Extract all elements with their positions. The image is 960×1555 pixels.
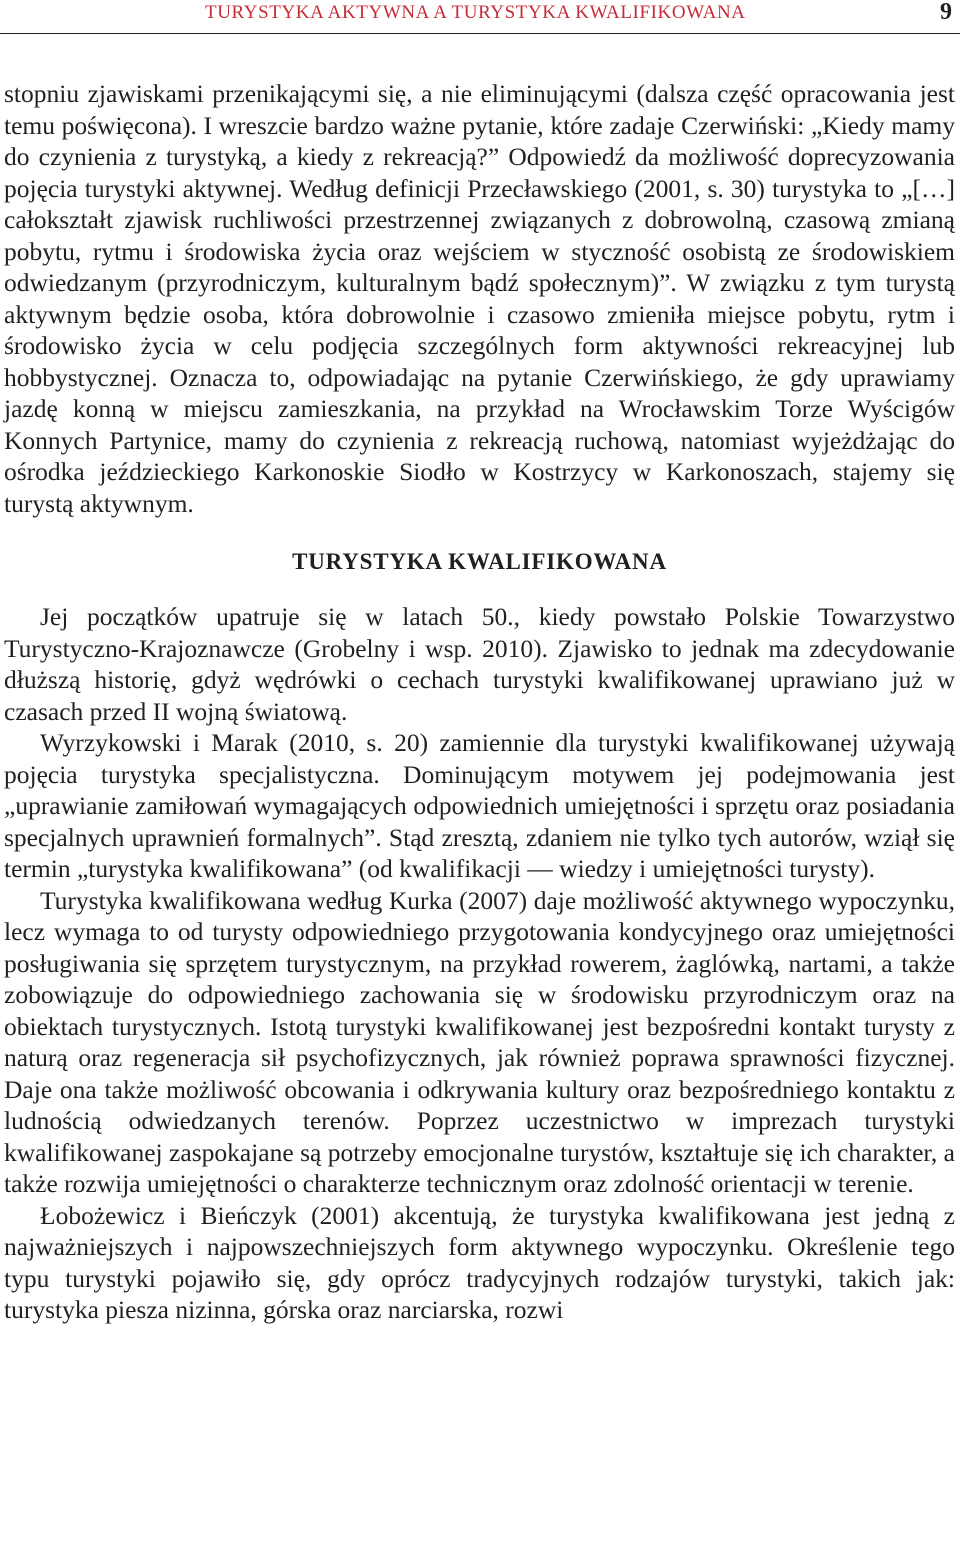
running-header xyxy=(0,0,960,32)
section-heading: TURYSTYKA KWALIFIKOWANA xyxy=(292,549,667,574)
running-title: TURYSTYKA AKTYWNA A TURYSTYKA KWALIFIKOWANA xyxy=(205,2,746,23)
header-rule xyxy=(0,33,960,34)
paragraph: Turystyka kwalifikowana według Kurka (2007) daje możliwość aktywnego wypoczynku, lecz wymaga to od turysty odpowiedniego przygotowania kondycyjnego oraz umiejętności posługiwania się sprzętem turystycznym, na przykład rowerem, żaglówką, nartami, a także zobowiązuje do odpowiedniego zachowania się w środowisku przyrodniczym oraz na obiektach turystycznych. Istotą turystyki kwalifikowanej jest bezpośredni kontakt turysty z naturą oraz regeneracja sił psychofizycznych, jak również poprawa sprawności fizycznej. Daje ona także możliwość obcowania i odkrywania kultury oraz bezpośredniego kontaktu z ludnością odwiedzanych terenów. Poprzez uczestnictwo w imprezach turystyki kwalifikowanej zaspokajane są potrzeby emocjonalne turystów, kształtuje się ich charakter, a także rozwija umiejętności o charakterze technicznym oraz zdolność orientacji w terenie. xyxy=(4,885,955,1198)
paragraph: Jej początków upatruje się w latach 50., kiedy powstało Polskie Towarzystwo Turystyczno-Krajoznawcze (Grobelny i wsp. 2010). Zjawisko to jednak ma zdecydowanie dłuższą historię, gdyż wędrówki o cechach turystyki kwalifikowanej uprawiano już w czasach przed II wojną światową. xyxy=(4,602,955,726)
paragraph: Wyrzykowski i Marak (2010, s. 20) zamiennie dla turystyki kwalifikowanej używają pojęcia turystyka specjalistyczna. Dominującym motywem jej podejmowania jest „uprawianie zamiłowań wymagających odpowiednich umiejętności i sprzętu oraz posiadania specjalnych uprawnień formalnych”. Stąd zresztą, zdaniem nie tylko tych autorów, wziął się termin „turystyka kwalifikowana” (od kwalifikacji — wiedzy i umiejętności turysty). xyxy=(4,728,955,883)
paragraph-continued: stopniu zjawiskami przenikającymi się, a nie eliminującymi (dalsza część opracowania jest temu poświęcona). I wreszcie bardzo ważne pytanie, które zadaje Czerwiński: „Kiedy mamy do czynienia z turystyką, a kiedy z rekreacją?” Odpowiedź da możliwość doprecyzowania pojęcia turystyki aktywnej. Według definicji Przecławskiego (2001, s. 30) turystyka to „[…] całokształt zjawisk ruchliwości przestrzennej związanych z dobrowolną, czasową zmianą pobytu, rytmu i środowiska życia oraz wejściem w styczność osobistą ze środowiskiem odwiedzanym (przyrodniczym, kulturalnym bądź społecznym)”. W związku z tym turystą aktywnym będzie osoba, która dobrowolnie i czasowo zmieniła miejsce pobytu, rytm i środowisko życia w celu podjęcia szczególnych form aktywności rekreacyjnej lub hobbystycznej. Oznacza to, odpowiadając na pytanie Czerwińskiego, że gdy uprawiamy jazdę konną w miejscu zamieszkania, na przykład na Wrocławskim Torze Wyścigów Konnych Partynice, mamy do czynienia z rekreacją ruchową, natomiast wyjeżdżając do ośrodka jeździeckiego Karkonoskie Siodło w Kostrzycy w Karkonoszach, stajemy się turystą aktywnym. xyxy=(4,79,955,518)
page-body xyxy=(4,78,955,1326)
paragraph: Łobożewicz i Bieńczyk (2001) akcentują, że turystyka kwalifikowana jest jedną z najważniejszych i najpowszechniejszych form aktywnego wypoczynku. Określenie tego typu turystyki pojawiło się, gdy oprócz tradycyjnych rodzajów turystyki, takich jak: turystyka piesza nizinna, górska oraz narciarska, rozwi xyxy=(4,1200,955,1324)
page-number: 9 xyxy=(940,0,952,25)
